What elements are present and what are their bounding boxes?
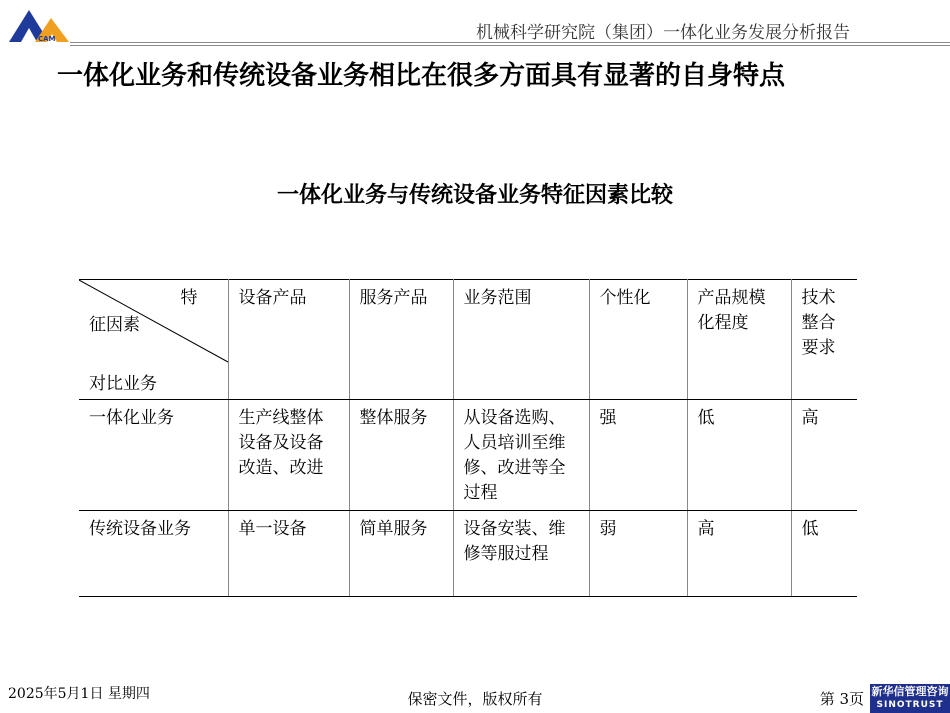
table-cell: 设备安装、维修等服过程 bbox=[453, 511, 589, 597]
table-title: 一体化业务与传统设备业务特征因素比较 bbox=[276, 183, 673, 208]
table-cell: 单一设备 bbox=[228, 511, 349, 597]
consultancy-logo-en: SINOTRUST bbox=[876, 700, 944, 710]
logo-text: CAM bbox=[38, 35, 56, 43]
table-cell: 低 bbox=[687, 400, 791, 511]
table-cell: 高 bbox=[687, 511, 791, 597]
page-title: 一体化业务和传统设备业务相比在很多方面具有显著的自身特点 bbox=[57, 61, 786, 91]
header-divider bbox=[70, 45, 950, 46]
confidential-notice: 保密文件，版权所有 bbox=[407, 690, 543, 708]
table-cell: 强 bbox=[589, 400, 687, 511]
report-title: 机械科学研究院（集团）一体化业务发展分析报告 bbox=[476, 23, 850, 43]
row-label: 传统设备业务 bbox=[79, 511, 228, 597]
page-number: 第 3页 bbox=[819, 690, 864, 708]
table-cell: 生产线整体设备及设备改造、改进 bbox=[228, 400, 349, 511]
table-row bbox=[79, 400, 857, 511]
column-header: 个性化 bbox=[589, 280, 687, 400]
corner-label-bottom: 对比业务 bbox=[89, 374, 157, 394]
table-row bbox=[79, 511, 857, 597]
row-label: 一体化业务 bbox=[79, 400, 228, 511]
column-header: 产品规模化程度 bbox=[687, 280, 791, 400]
consultancy-logo-cn: 新华信管理咨询 bbox=[871, 685, 949, 698]
table-header-row bbox=[79, 280, 857, 400]
company-logo bbox=[7, 6, 71, 44]
table-cell: 从设备选购、人员培训至维修、改进等全过程 bbox=[453, 400, 589, 511]
consultancy-logo bbox=[870, 684, 950, 713]
comparison-table bbox=[79, 279, 857, 597]
table-cell: 整体服务 bbox=[349, 400, 453, 511]
table-cell: 高 bbox=[791, 400, 857, 511]
diagonal-header-cell bbox=[79, 280, 228, 400]
header-divider bbox=[70, 42, 950, 43]
column-header: 业务范围 bbox=[453, 280, 589, 400]
table-cell: 低 bbox=[791, 511, 857, 597]
footer-date: 2025年5月1日 星期四 bbox=[8, 686, 150, 702]
table-cell: 弱 bbox=[589, 511, 687, 597]
corner-label-mid: 征因素 bbox=[89, 315, 140, 335]
column-header: 服务产品 bbox=[349, 280, 453, 400]
column-header: 设备产品 bbox=[228, 280, 349, 400]
table-cell: 简单服务 bbox=[349, 511, 453, 597]
column-header: 技术整合要求 bbox=[791, 280, 857, 400]
corner-label-top: 特 bbox=[180, 288, 198, 308]
